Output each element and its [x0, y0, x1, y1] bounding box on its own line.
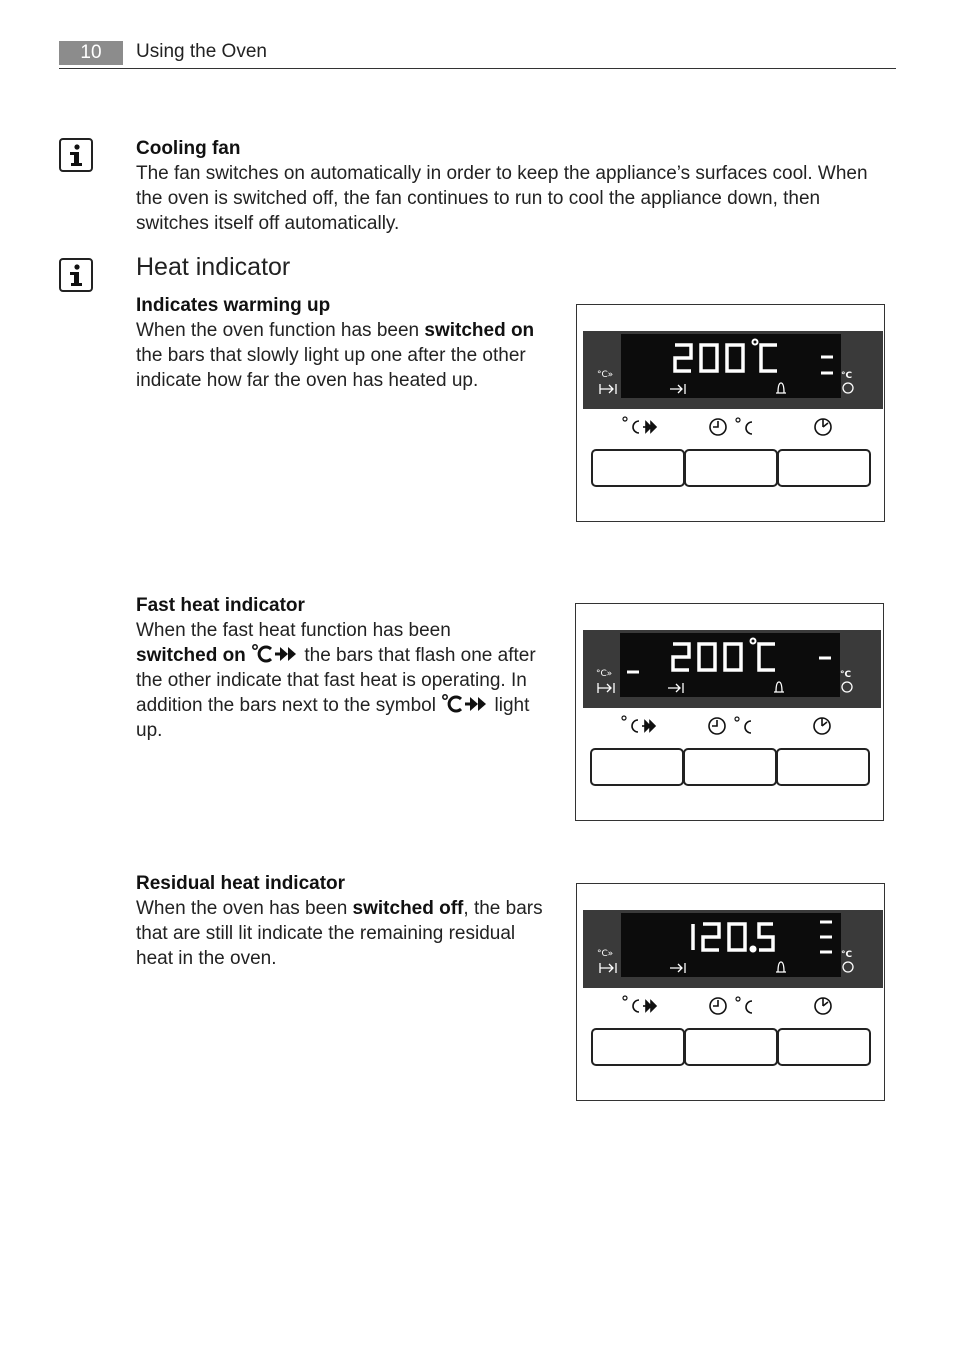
- info-icon: [59, 258, 93, 292]
- oven-display-panel: [576, 883, 885, 1101]
- fast-heat-line: [136, 693, 529, 718]
- svg-text:°C»: °C»: [596, 669, 613, 679]
- display-button-clock-temp[interactable]: [683, 748, 777, 786]
- residual-emphasis: switched off: [352, 898, 464, 919]
- oven-display-illustration: [576, 604, 885, 822]
- fast-heat-line: [136, 643, 536, 668]
- warming-line: [136, 318, 534, 343]
- warming-emphasis: switched on: [424, 320, 535, 341]
- cooling-fan-line: the oven is switched off, the fan continues to run to cool the appliance down, then: [136, 188, 821, 209]
- warming-line: indicate how far the oven has heated up.: [136, 370, 479, 391]
- oven-display-panel: [575, 603, 884, 821]
- fast-heat-icon: [251, 643, 299, 665]
- cooling-fan-title: Cooling fan: [136, 138, 241, 159]
- header-rule: [59, 68, 896, 69]
- oven-display-illustration: [577, 305, 886, 523]
- residual-heat-line: that are still lit indicate the remaining residual: [136, 923, 516, 944]
- page-number: 10: [59, 41, 123, 65]
- display-button-end-time[interactable]: [777, 449, 871, 487]
- display-button-end-time[interactable]: [776, 748, 870, 786]
- display-button-end-time[interactable]: [777, 1028, 871, 1066]
- warming-text: When the oven function has been: [136, 320, 425, 341]
- residual-text: , the bars: [463, 898, 543, 919]
- fast-heat-text: light: [489, 695, 530, 716]
- warming-line: the bars that slowly light up one after the other: [136, 345, 526, 366]
- fast-heat-text: the bars that flash one after: [299, 645, 536, 666]
- residual-heat-title: Residual heat indicator: [136, 873, 346, 894]
- residual-heat-line: [136, 896, 543, 921]
- display-button-fast-heat[interactable]: [591, 1028, 685, 1066]
- oven-display-panel: [576, 304, 885, 522]
- svg-text:°C: °C: [841, 371, 853, 381]
- fast-heat-line: the other indicate that fast heat is operating. In: [136, 670, 527, 691]
- info-icon: [59, 138, 93, 172]
- section-title: Using the Oven: [136, 41, 267, 62]
- cooling-fan-line: The fan switches on automatically in order to keep the appliance’s surfaces cool. When: [136, 163, 868, 184]
- cooling-fan-line: switches itself off automatically.: [136, 213, 400, 234]
- display-button-clock-temp[interactable]: [684, 1028, 778, 1066]
- fast-heat-emphasis: switched on: [136, 645, 246, 666]
- display-button-fast-heat[interactable]: [590, 748, 684, 786]
- fast-heat-line: When the fast heat function has been: [136, 620, 451, 641]
- svg-text:°C»: °C»: [597, 370, 614, 380]
- fast-heat-text: addition the bars next to the symbol: [136, 695, 442, 716]
- fast-heat-line: up.: [136, 720, 163, 741]
- fast-heat-title: Fast heat indicator: [136, 595, 305, 616]
- svg-text:°C: °C: [840, 670, 852, 680]
- display-button-clock-temp[interactable]: [684, 449, 778, 487]
- svg-text:°C: °C: [841, 950, 853, 960]
- residual-heat-line: heat in the oven.: [136, 948, 277, 969]
- fast-heat-icon: [441, 693, 489, 715]
- svg-text:°C»: °C»: [597, 949, 614, 959]
- warming-title: Indicates warming up: [136, 295, 331, 316]
- display-button-fast-heat[interactable]: [591, 449, 685, 487]
- oven-display-illustration: [577, 884, 886, 1102]
- residual-text: When the oven has been: [136, 898, 353, 919]
- heat-indicator-heading: Heat indicator: [136, 253, 291, 281]
